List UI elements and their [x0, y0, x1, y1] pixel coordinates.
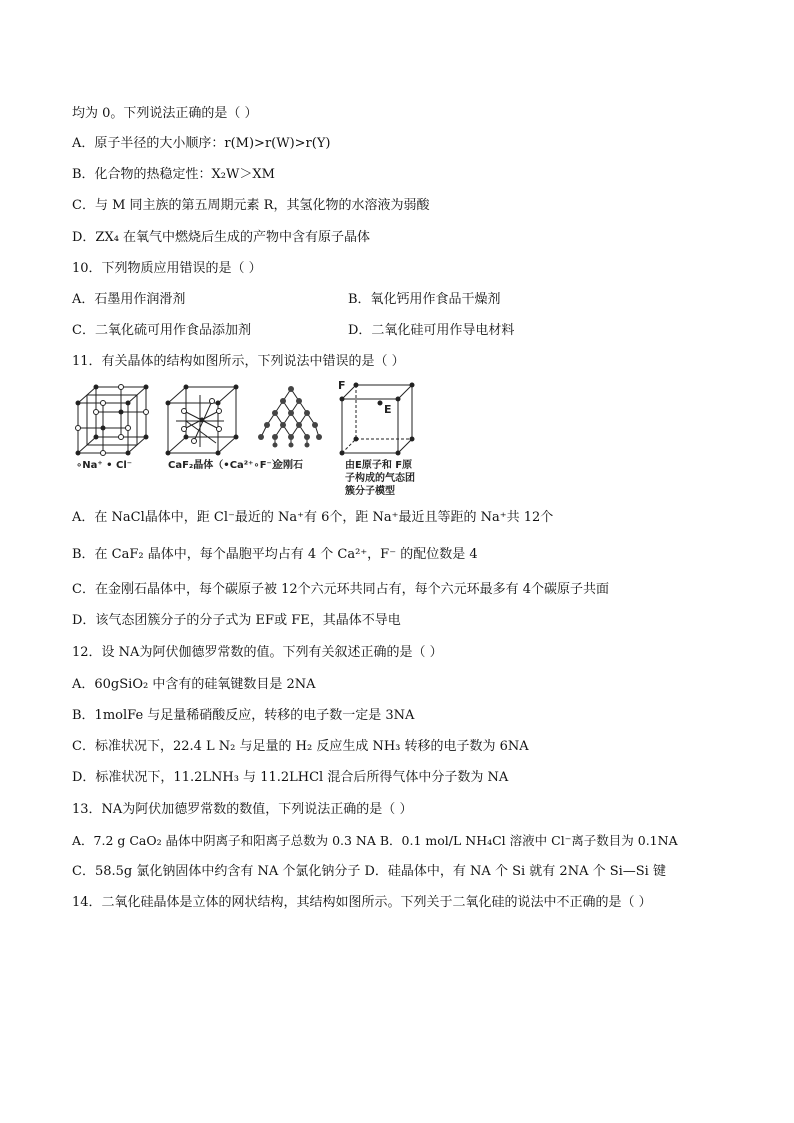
- q12-option-b: B．1molFe 与足量稀硝酸反应，转移的电子数一定是 3NA: [72, 708, 415, 723]
- q10-option-d: D．二氧化硅可用作导电材料: [348, 323, 515, 338]
- caf2-lattice-figure: [164, 381, 244, 457]
- q10-option-a: A．石墨用作润滑剂: [72, 292, 186, 307]
- cluster-caption-line3: 簇分子模型: [345, 486, 395, 497]
- q9-option-c: C．与 M 同主族的第五周期元素 R，其氢化物的水溶液为弱酸: [72, 198, 430, 213]
- cluster-label-f: F: [338, 379, 346, 392]
- q9-option-d: D．ZX₄ 在氧气中燃烧后生成的产物中含有原子晶体: [72, 230, 371, 245]
- q11-option-a: A．在 NaCl晶体中，距 Cl⁻最近的 Na⁺有 6个，距 Na⁺最近且等距的 Na⁺共 12个: [72, 510, 554, 525]
- q14-stem: 14．二氧化硅晶体是立体的网状结构，其结构如图所示。下列关于二氧化硅的说法中不正确的是（ ）: [72, 895, 652, 910]
- cluster-caption-line1: 由E原子和 F原: [345, 460, 413, 471]
- q9-stem: 均为 0。下列说法正确的是（ ）: [72, 106, 258, 121]
- diamond-structure-figure: [255, 381, 325, 457]
- q13-options-cd: C．58.5g 氯化钠固体中约含有 NA 个氯化钠分子 D．硅晶体中，有 NA 个 Si 就有 2NA 个 Si—Si 键: [72, 864, 666, 879]
- q11-option-b: B．在 CaF₂ 晶体中，每个晶胞平均占有 4 个 Ca²⁺，F⁻ 的配位数是 4: [72, 547, 478, 562]
- q11-stem: 11．有关晶体的结构如图所示，下列说法中错误的是（ ）: [72, 354, 405, 369]
- q11-option-c: C．在金刚石晶体中，每个碳原子被 12个六元环共同占有，每个六元环最多有 4个碳原子共面: [72, 582, 610, 597]
- q12-option-c: C．标准状况下，22.4 L N₂ 与足量的 H₂ 反应生成 NH₃ 转移的电子数为 6NA: [72, 739, 529, 754]
- nacl-caption: ∘Na⁺ • Cl⁻: [76, 460, 133, 471]
- caf2-caption: CaF₂晶体（•Ca²⁺∘F⁻）: [168, 460, 282, 471]
- q13-stem: 13．NA为阿伏加德罗常数的数值，下列说法正确的是（ ）: [72, 802, 413, 817]
- q9-option-b: B．化合物的热稳定性：X₂W＞XM: [72, 167, 275, 182]
- q13-options-ab: A．7.2 g CaO₂ 晶体中阴离子和阳离子总数为 0.3 NA B．0.1 mol/L NH₄Cl 溶液中 Cl⁻离子数目为 0.1NA: [72, 833, 678, 848]
- q10-option-c: C．二氧化硫可用作食品添加剂: [72, 323, 251, 338]
- q10-option-b: B．氧化钙用作食品干燥剂: [348, 292, 501, 307]
- q12-stem: 12．设 NA为阿伏伽德罗常数的值。下列有关叙述正确的是（ ）: [72, 645, 443, 660]
- q12-option-a: A．60gSiO₂ 中含有的硅氧键数目是 2NA: [72, 677, 316, 692]
- q10-stem: 10．下列物质应用错误的是（ ）: [72, 261, 262, 276]
- q12-option-d: D．标准状况下，11.2LNH₃ 与 11.2LHCl 混合后所得气体中分子数为 NA: [72, 770, 509, 785]
- nacl-lattice-figure: [74, 381, 154, 457]
- cluster-caption-line2: 子构成的气态团: [345, 473, 415, 484]
- cluster-label-e: E: [384, 403, 392, 416]
- diamond-caption: 金刚石: [273, 460, 303, 471]
- q11-option-d: D．该气态团簇分子的分子式为 EF或 FE，其晶体不导电: [72, 613, 401, 628]
- cluster-model-figure: [334, 381, 418, 457]
- q9-option-a: A．原子半径的大小顺序：r(M)>r(W)>r(Y): [72, 136, 331, 151]
